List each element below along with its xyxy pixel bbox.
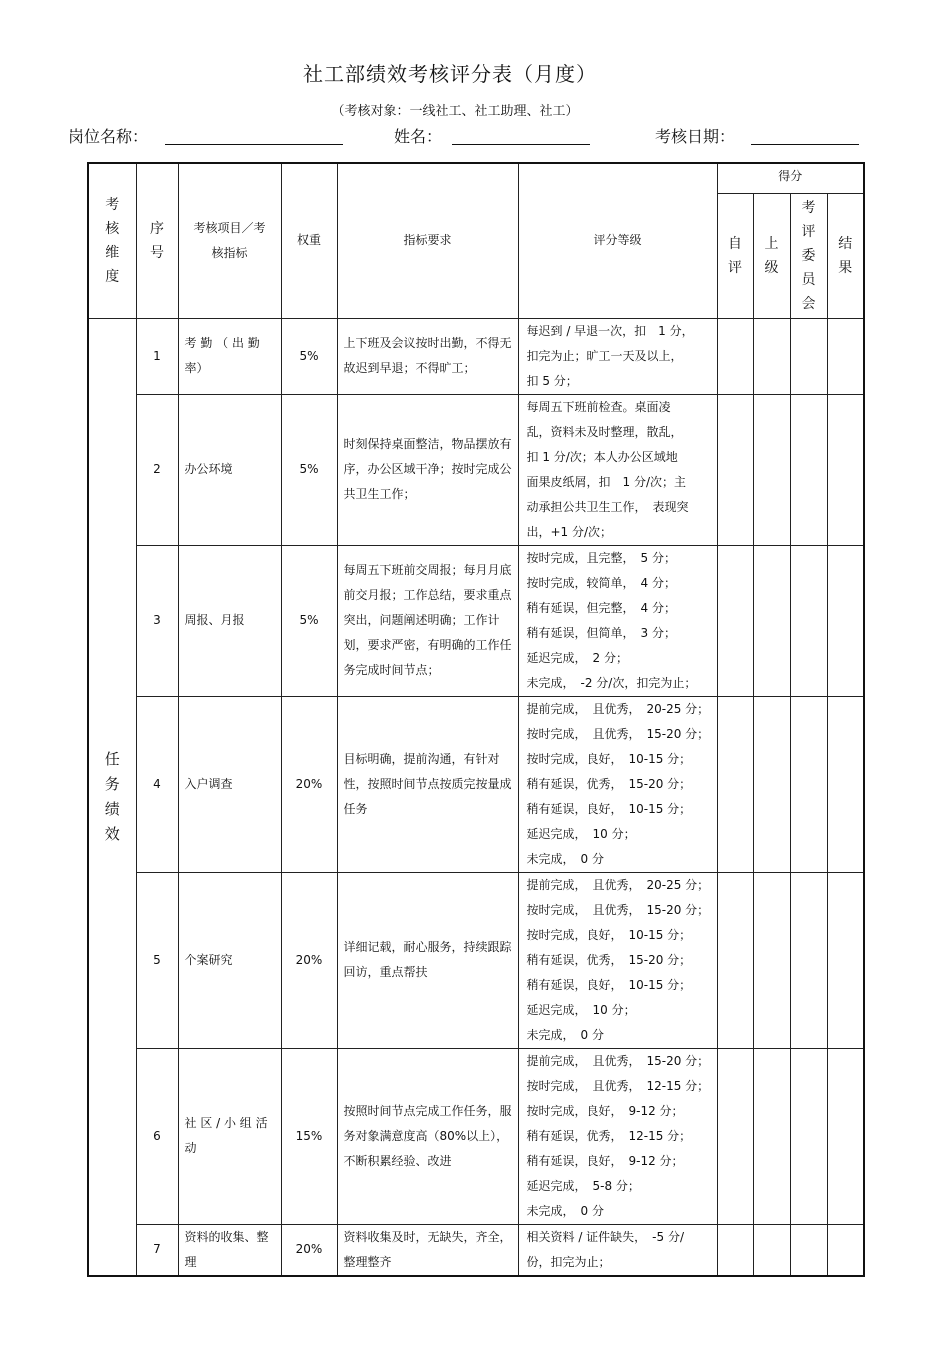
name-label: 姓名： bbox=[394, 127, 443, 146]
table-row bbox=[88, 545, 864, 696]
seq-cell: 4 bbox=[136, 696, 178, 872]
superior-score-cell[interactable] bbox=[753, 1224, 790, 1276]
superior-score-cell[interactable] bbox=[753, 318, 790, 394]
position-field[interactable] bbox=[165, 144, 343, 145]
table-row bbox=[88, 696, 864, 872]
superior-score-cell[interactable] bbox=[753, 696, 790, 872]
table-row bbox=[88, 1224, 864, 1276]
result-score-cell[interactable] bbox=[827, 872, 864, 1048]
seq-cell: 2 bbox=[136, 394, 178, 545]
self-score-cell[interactable] bbox=[717, 545, 753, 696]
seq-cell: 7 bbox=[136, 1224, 178, 1276]
requirement-cell: 每周五下班前交周报；每月月底前交月报；工作总结，要求重点突出，问题阐述明确；工作计划，要求严密，有明确的工作任务完成时间节点； bbox=[337, 545, 518, 696]
col-weight-header: 权重 bbox=[281, 163, 337, 318]
superior-score-cell[interactable] bbox=[753, 545, 790, 696]
result-score-cell[interactable] bbox=[827, 545, 864, 696]
table-row bbox=[88, 394, 864, 545]
dimension-cell: 任务绩效 bbox=[88, 318, 136, 1276]
weight-cell: 15% bbox=[281, 1048, 337, 1224]
page-subtitle: （考核对象：一线社工、社工助理、社工） bbox=[331, 104, 579, 119]
item-cell: 考 勤 （ 出 勤 率） bbox=[178, 318, 281, 394]
superior-score-cell[interactable] bbox=[753, 1048, 790, 1224]
grade-cell: 按时完成，且完整， 5 分； 按时完成，较简单， 4 分； 稍有延误，但完整， 4 分； 稍有延误，但简单， 3 分； 延迟完成， 2 分； 未完成， -2 分/次，扣完为止； bbox=[518, 545, 717, 696]
date-field[interactable] bbox=[751, 144, 859, 145]
page-title: 社工部绩效考核评分表（月度） bbox=[303, 62, 597, 86]
seq-cell: 5 bbox=[136, 872, 178, 1048]
requirement-cell: 目标明确，提前沟通，有针对性，按照时间节点按质完按量成任务 bbox=[337, 696, 518, 872]
seq-cell: 3 bbox=[136, 545, 178, 696]
self-score-cell[interactable] bbox=[717, 1048, 753, 1224]
superior-score-cell[interactable] bbox=[753, 872, 790, 1048]
committee-score-cell[interactable] bbox=[790, 1048, 827, 1224]
weight-cell: 5% bbox=[281, 394, 337, 545]
item-cell: 资料的收集、整理 bbox=[178, 1224, 281, 1276]
seq-cell: 1 bbox=[136, 318, 178, 394]
col-score-header: 得分 bbox=[717, 163, 864, 193]
item-cell: 个案研究 bbox=[178, 872, 281, 1048]
superior-score-cell[interactable] bbox=[753, 394, 790, 545]
weight-cell: 20% bbox=[281, 696, 337, 872]
grade-cell: 提前完成， 且优秀， 20-25 分； 按时完成， 且优秀， 15-20 分； 按时完成，良好， 10-15 分； 稍有延误，优秀， 15-20 分； 稍有延误，良好， 10-15 分； 延迟完成， 10 分； 未完成， 0 分 bbox=[518, 872, 717, 1048]
weight-cell: 5% bbox=[281, 318, 337, 394]
col-requirement-header: 指标要求 bbox=[337, 163, 518, 318]
col-grade-header: 评分等级 bbox=[518, 163, 717, 318]
committee-score-cell[interactable] bbox=[790, 696, 827, 872]
result-score-cell[interactable] bbox=[827, 1224, 864, 1276]
item-cell: 办公环境 bbox=[178, 394, 281, 545]
position-label: 岗位名称： bbox=[68, 127, 149, 146]
self-score-cell[interactable] bbox=[717, 872, 753, 1048]
result-score-cell[interactable] bbox=[827, 394, 864, 545]
col-seq-header: 序号 bbox=[136, 163, 178, 318]
item-cell: 社 区 / 小 组 活 动 bbox=[178, 1048, 281, 1224]
weight-cell: 5% bbox=[281, 545, 337, 696]
item-cell: 入户调查 bbox=[178, 696, 281, 872]
requirement-cell: 资料收集及时，无缺失，齐全，整理整齐 bbox=[337, 1224, 518, 1276]
weight-cell: 20% bbox=[281, 1224, 337, 1276]
item-cell: 周报、月报 bbox=[178, 545, 281, 696]
result-score-cell[interactable] bbox=[827, 1048, 864, 1224]
self-score-cell[interactable] bbox=[717, 318, 753, 394]
date-label: 考核日期： bbox=[655, 127, 736, 146]
self-score-cell[interactable] bbox=[717, 1224, 753, 1276]
table-row bbox=[88, 318, 864, 394]
requirement-cell: 上下班及会议按时出勤，不得无故迟到早退；不得旷工； bbox=[337, 318, 518, 394]
grade-cell: 每周五下班前检查。桌面凌 乱，资料未及时整理，散乱， 扣 1 分/次；本人办公区域地 面果皮纸屑，扣 1 分/次；主 动承担公共卫生工作， 表现突 出，+1 分/次； bbox=[518, 394, 717, 545]
weight-cell: 20% bbox=[281, 872, 337, 1048]
result-score-cell[interactable] bbox=[827, 696, 864, 872]
table-row bbox=[88, 872, 864, 1048]
evaluation-table bbox=[87, 162, 865, 1277]
grade-cell: 相关资料 / 证件缺失， -5 分/ 份，扣完为止； bbox=[518, 1224, 717, 1276]
grade-cell: 提前完成， 且优秀， 20-25 分； 按时完成， 且优秀， 15-20 分； 按时完成，良好， 10-15 分； 稍有延误，优秀， 15-20 分； 稍有延误，良好， 10-15 分； 延迟完成， 10 分； 未完成， 0 分 bbox=[518, 696, 717, 872]
name-field[interactable] bbox=[452, 144, 590, 145]
requirement-cell: 详细记载，耐心服务，持续跟踪回访，重点帮扶 bbox=[337, 872, 518, 1048]
col-superior-header: 上级 bbox=[753, 193, 790, 318]
committee-score-cell[interactable] bbox=[790, 1224, 827, 1276]
grade-cell: 提前完成， 且优秀， 15-20 分； 按时完成， 且优秀， 12-15 分； 按时完成，良好， 9-12 分； 稍有延误，优秀， 12-15 分； 稍有延误，良好， 9-12 分； 延迟完成， 5-8 分； 未完成， 0 分 bbox=[518, 1048, 717, 1224]
requirement-cell: 时刻保持桌面整洁，物品摆放有序，办公区域干净；按时完成公共卫生工作； bbox=[337, 394, 518, 545]
requirement-cell: 按照时间节点完成工作任务，服务对象满意度高（80%以上），不断积累经验、改进 bbox=[337, 1048, 518, 1224]
committee-score-cell[interactable] bbox=[790, 872, 827, 1048]
committee-score-cell[interactable] bbox=[790, 394, 827, 545]
self-score-cell[interactable] bbox=[717, 696, 753, 872]
col-self-header: 自评 bbox=[717, 193, 753, 318]
committee-score-cell[interactable] bbox=[790, 545, 827, 696]
grade-cell: 每迟到 / 早退一次，扣 1 分， 扣完为止；旷工一天及以上， 扣 5 分； bbox=[518, 318, 717, 394]
col-item-header: 考核项目／考核指标 bbox=[178, 163, 281, 318]
result-score-cell[interactable] bbox=[827, 318, 864, 394]
self-score-cell[interactable] bbox=[717, 394, 753, 545]
col-committee-header: 考评委员会 bbox=[790, 193, 827, 318]
seq-cell: 6 bbox=[136, 1048, 178, 1224]
committee-score-cell[interactable] bbox=[790, 318, 827, 394]
col-result-header: 结果 bbox=[827, 193, 864, 318]
table-row bbox=[88, 1048, 864, 1224]
col-dimension-header: 考核维度 bbox=[88, 163, 136, 318]
